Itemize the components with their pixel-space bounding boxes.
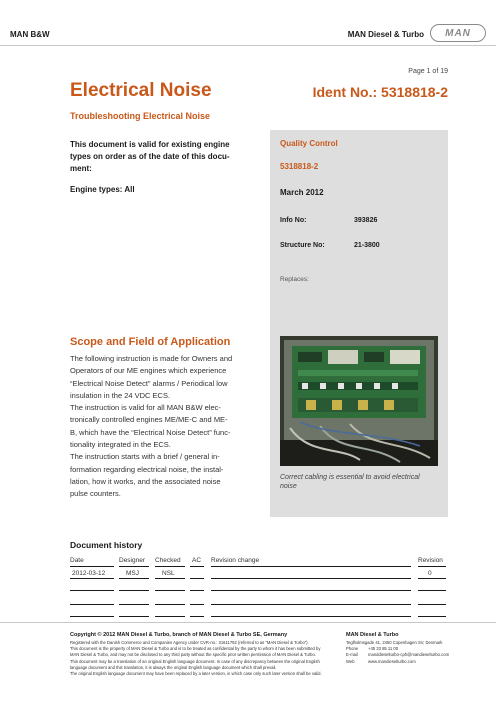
- history-row-line: [70, 616, 114, 617]
- engine-types: Engine types: All: [70, 185, 135, 194]
- column-header-revision: Revision: [418, 557, 443, 564]
- scope-body: [70, 353, 262, 501]
- structure-no-value: 21-3800: [354, 242, 380, 249]
- copyright-title: Copyright © 2012 MAN Diesel & Turbo, branch of MAN Diesel & Turbo SE, Germany: [70, 632, 288, 638]
- issue-date: March 2012: [280, 188, 324, 197]
- page-header: [0, 0, 496, 46]
- web-label: Web: [346, 658, 355, 664]
- validity-statement: [70, 139, 250, 175]
- history-row-line: [211, 616, 411, 617]
- column-header-date: Date: [70, 557, 84, 564]
- history-row-line: [119, 590, 149, 591]
- history-row-line: [155, 578, 185, 579]
- history-cell-date: 2012-03-12: [72, 570, 106, 577]
- footer-copyright: [70, 632, 340, 677]
- scope-line: The following instruction is made for Owners and: [70, 354, 233, 363]
- copyright-line: MAN Diesel & Turbo, and may not be disclosed to any third party without the specific prior written permission of MAN Diesel & Turbo.: [70, 652, 317, 658]
- caption-line: noise: [280, 483, 297, 490]
- logo-text: MAN: [445, 27, 471, 39]
- column-header-checked: Checked: [155, 557, 181, 564]
- history-row-line: [119, 566, 149, 567]
- copyright-line: This document is the property of MAN Diesel & Turbo and is to be treated as confidential by the party to whom it has been submitted by: [70, 646, 321, 652]
- phone-label: Phone: [346, 646, 359, 652]
- history-row-line: [70, 578, 114, 579]
- history-row-line: [119, 616, 149, 617]
- history-row-line: [155, 604, 185, 605]
- scope-line: B, which have the “Electrical Noise Detect” func-: [70, 427, 231, 437]
- email-label: E-mail: [346, 652, 358, 658]
- history-row-line: [418, 590, 446, 591]
- scope-line: pulse counters.: [70, 489, 121, 499]
- page-number: Page 1 of 19: [408, 68, 448, 75]
- column-header-revision-change: Revision change: [211, 557, 260, 564]
- scope-line: The instruction starts with a brief / general in-: [70, 452, 220, 462]
- column-header-ac: AC: [192, 557, 202, 564]
- company-address: Teglholmsgade 41, 2450 Copenhagen SV, Denmark: [346, 640, 443, 645]
- history-row-line: [155, 590, 185, 591]
- copyright-line: Registered with the Danish Commerce and Companies Agency under CVR-no.: 31611792 (referred to as “MAN Diesel & Turbo”).: [70, 640, 309, 645]
- copyright-line: The original English language document may have been replaced by a later version, in which case only such later version shall be valid.: [70, 671, 322, 677]
- photo-caption: [280, 473, 440, 491]
- footer-divider: [0, 622, 496, 623]
- history-row-line: [190, 578, 204, 579]
- history-row-line: [155, 616, 185, 617]
- header-brand-left: MAN B&W: [10, 30, 50, 39]
- history-row-line: [70, 590, 114, 591]
- scope-line: tionality integrated in the ECS.: [70, 440, 171, 450]
- validity-line: This document is valid for existing engine: [70, 140, 230, 149]
- history-row-line: [418, 578, 446, 579]
- history-row-line: [70, 566, 114, 567]
- history-row-line: [418, 616, 446, 617]
- history-cell-checked: NSL: [162, 570, 175, 577]
- history-row-line: [211, 590, 411, 591]
- history-row-line: [211, 578, 411, 579]
- info-no-label: Info No:: [280, 217, 307, 224]
- web-link[interactable]: www.mandieselturbo.com: [368, 658, 416, 664]
- history-row-line: [211, 604, 411, 605]
- info-panel: [270, 130, 448, 517]
- phone-value: +45 33 85 11 00: [368, 646, 399, 652]
- history-cell-designer: MSJ: [126, 570, 139, 577]
- history-row-line: [190, 616, 204, 617]
- history-row-line: [155, 566, 185, 567]
- structure-no-label: Structure No:: [280, 242, 325, 249]
- quality-control-label: Quality Control: [280, 139, 338, 148]
- history-cell-revision: 0: [428, 570, 432, 577]
- ident-number: Ident No.: 5318818-2: [312, 84, 448, 100]
- page-subtitle: Troubleshooting Electrical Noise: [70, 111, 211, 121]
- scope-line: insulation in the 24 VDC ECS.: [70, 390, 171, 400]
- cabinet-photo: [280, 336, 438, 466]
- scope-heading: Scope and Field of Application: [70, 336, 231, 348]
- footer-contact: [346, 632, 486, 665]
- quality-control-number: 5318818-2: [280, 162, 319, 171]
- caption-line: Correct cabling is essential to avoid electrical: [280, 474, 420, 481]
- email-link[interactable]: manddieselturbo-cph@mandieselturbo.com: [368, 652, 450, 658]
- info-no-value: 393826: [354, 217, 378, 224]
- history-row-line: [119, 604, 149, 605]
- history-row-line: [119, 578, 149, 579]
- company-name: MAN Diesel & Turbo: [346, 632, 399, 638]
- page-title: Electrical Noise: [70, 80, 212, 101]
- scope-line: formation regarding electrical noise, the instal-: [70, 464, 224, 474]
- validity-line: types on order as of the date of this docu-: [70, 152, 230, 161]
- copyright-line: language document and this translation, it is always the original English language document which shall prevail.: [70, 664, 277, 670]
- validity-line: ment:: [70, 164, 92, 173]
- history-row-line: [211, 566, 411, 567]
- replaces-label: Replaces:: [280, 276, 309, 283]
- history-row-line: [70, 604, 114, 605]
- man-logo: [430, 24, 486, 42]
- scope-line: lation, how it works, and the associated noise: [70, 476, 221, 486]
- history-row-line: [190, 566, 204, 567]
- column-header-designer: Designer: [119, 557, 146, 564]
- scope-line: tronically controlled engines ME/ME-C and ME-: [70, 415, 228, 425]
- header-brand-right: MAN Diesel & Turbo: [347, 30, 424, 39]
- history-row-line: [418, 566, 446, 567]
- copyright-line: This document may be a translation of an original English language document. In case of any discrepancy between the original English: [70, 658, 320, 664]
- history-row-line: [190, 590, 204, 591]
- history-row-line: [418, 604, 446, 605]
- history-row-line: [190, 604, 204, 605]
- scope-line: “Electrical Noise Detect” alarms / Periodical low: [70, 378, 228, 388]
- document-history-heading: Document history: [70, 540, 143, 550]
- cabinet-photo-image: [280, 336, 438, 466]
- scope-line: The instruction is valid for all MAN B&W elec-: [70, 403, 221, 413]
- scope-line: Operators of our ME engines which experience: [70, 366, 227, 376]
- web-row: [346, 659, 486, 665]
